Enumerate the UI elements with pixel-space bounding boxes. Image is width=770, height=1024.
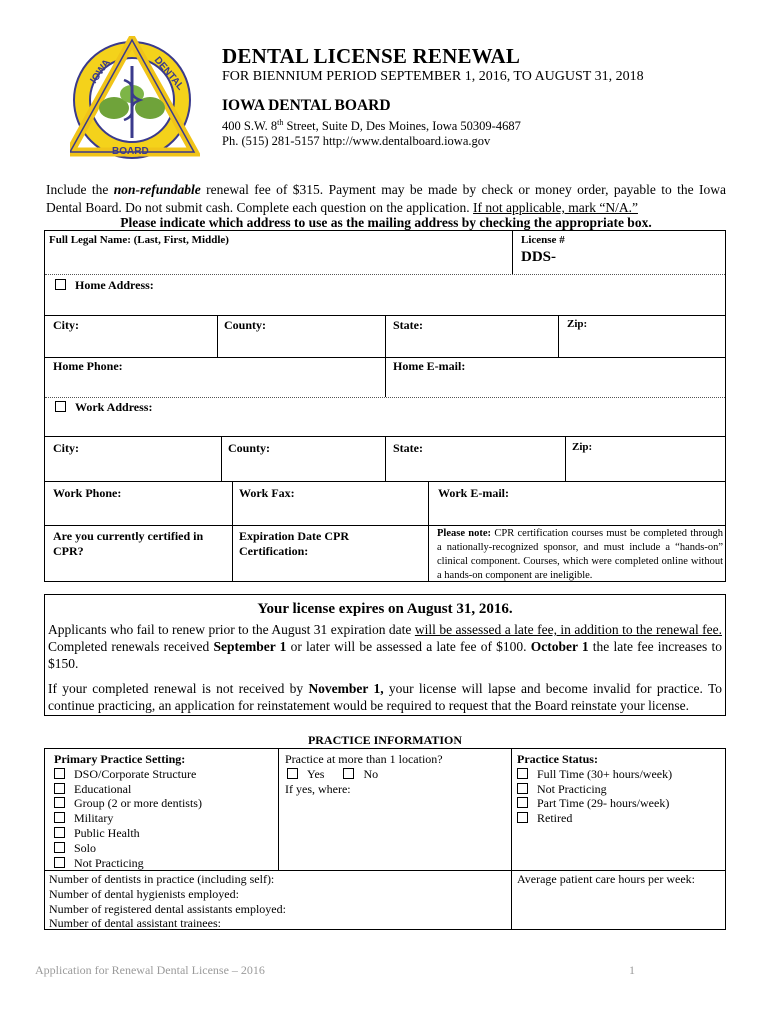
practice-status-label: Practice Status: [517, 752, 598, 766]
intro-paragraph [46, 181, 726, 217]
lapse-text-2: your license will lapse and become invalid for practice. To continue practicing, an application for reinstatement would be required to request that the Board reinstate your license. [48, 681, 723, 713]
staff-counts-column [49, 872, 286, 931]
home-email-label: Home E-mail: [393, 359, 466, 373]
cpr-question-line1: Are you currently certified in [53, 529, 204, 543]
board-address [222, 118, 521, 134]
work-address-label: Work Address: [75, 400, 153, 414]
status-option-part-time[interactable] [517, 796, 672, 811]
practice-info-table [44, 748, 726, 930]
status-option-full-time[interactable] [517, 767, 672, 782]
practice-setting-column [54, 752, 202, 870]
setting-option-dso[interactable] [54, 767, 202, 782]
cpr-expiration-label [239, 529, 349, 559]
setting-option-public-health[interactable] [54, 826, 202, 841]
home-address-label: Home Address: [75, 278, 154, 292]
late-fee-paragraph [48, 621, 722, 672]
no-checkbox[interactable] [343, 768, 354, 779]
home-city-label: City: [53, 318, 79, 332]
setting-label: Military [74, 811, 114, 826]
work-state-label: State: [393, 441, 423, 455]
patient-hours-label: Average patient care hours per week: [517, 872, 696, 886]
lapse-nov: November 1, [308, 681, 384, 696]
status-option-retired[interactable] [517, 811, 672, 826]
form-title: DENTAL LICENSE RENEWAL [222, 44, 521, 68]
intro-text-2: renewal fee of $315. Payment may be made by check or money order, payable to the Iowa Dental Board. Do not submit cash. Complete each question on the application. [46, 182, 726, 215]
divider [511, 749, 512, 929]
checkbox[interactable] [517, 797, 528, 808]
setting-option-not-practicing[interactable] [54, 856, 202, 871]
setting-label: Educational [74, 781, 132, 796]
setting-label: Public Health [74, 825, 140, 840]
multi-location-options [285, 767, 443, 782]
divider [565, 436, 566, 481]
status-label: Retired [537, 811, 573, 826]
cpr-question [53, 529, 203, 559]
late-fee-sept: September 1 [213, 639, 287, 654]
divider [558, 315, 559, 357]
divider [512, 231, 513, 274]
setting-option-group[interactable] [54, 796, 202, 811]
practice-setting-label: Primary Practice Setting: [54, 752, 186, 766]
page-number: 1 [629, 963, 635, 977]
address-post: Street, Suite D, Des Moines, Iowa 50309-4687 [283, 119, 521, 134]
patient-hours-column [517, 872, 695, 887]
work-fax-label: Work Fax: [239, 486, 295, 500]
cpr-expiration-line2: Certification: [239, 544, 309, 558]
intro-non-refundable: non-refundable [113, 182, 201, 197]
checkbox[interactable] [517, 783, 528, 794]
checkbox[interactable] [54, 768, 65, 779]
dentists-count-label: Number of dentists in practice (including self): [49, 872, 275, 886]
applicant-info-table [44, 230, 726, 582]
footer-form-name: Application for Renewal Dental License – 2016 [35, 963, 265, 977]
hygienists-count-label: Number of dental hygienists employed: [49, 886, 239, 901]
home-county-label: County: [224, 318, 267, 332]
board-contact: Ph. (515) 281-5157 http://www.dentalboard.iowa.gov [222, 134, 491, 148]
cpr-note-bold: Please note: [437, 528, 492, 539]
board-name: IOWA DENTAL BOARD [222, 97, 391, 114]
work-phone-label: Work Phone: [53, 486, 122, 500]
divider [45, 525, 725, 526]
checkbox[interactable] [54, 842, 65, 853]
full-name-label: Full Legal Name: (Last, First, Middle) [49, 234, 229, 246]
iowa-dental-board-logo [70, 36, 200, 164]
checkbox[interactable] [54, 812, 65, 823]
divider [45, 397, 725, 398]
license-prefix: DDS- [521, 249, 557, 265]
checkbox[interactable] [54, 857, 65, 868]
late-fee-text-4: the late fee increases to $150. [48, 639, 722, 671]
lapse-paragraph [48, 680, 722, 714]
divider [385, 436, 386, 481]
work-email-label: Work E-mail: [438, 486, 509, 500]
intro-na-instruction: If not applicable, mark “N/A.” [473, 200, 638, 215]
home-state-label: State: [393, 318, 423, 332]
setting-label: DSO/Corporate Structure [74, 766, 197, 781]
home-address-checkbox[interactable] [55, 279, 66, 290]
setting-label: Group (2 or more dentists) [74, 796, 202, 811]
home-phone-label: Home Phone: [53, 359, 123, 373]
expiry-notice [44, 594, 726, 716]
checkbox[interactable] [517, 812, 528, 823]
status-label: Not Practicing [537, 781, 607, 796]
late-fee-text-3: or later will be assessed a late fee of $100. [286, 639, 531, 654]
practice-status-column [517, 752, 672, 826]
work-county-label: County: [228, 441, 271, 455]
home-zip-label: Zip: [567, 318, 588, 330]
logo-text-board: BOARD [112, 146, 149, 157]
yes-checkbox[interactable] [287, 768, 298, 779]
divider [45, 274, 725, 275]
yes-label: Yes [307, 766, 325, 781]
setting-option-solo[interactable] [54, 841, 202, 856]
checkbox[interactable] [54, 797, 65, 808]
logo-text-dental: DENTAL [151, 54, 186, 93]
divider [232, 481, 233, 582]
no-label: No [363, 766, 379, 781]
form-subtitle: FOR BIENNIUM PERIOD SEPTEMBER 1, 2016, TO AUGUST 31, 2018 [222, 69, 644, 84]
license-label: License # [521, 234, 565, 246]
mailing-instruction: Please indicate which address to use as the mailing address by checking the appropriate box. [120, 215, 652, 230]
cpr-question-line2: CPR? [53, 544, 84, 558]
divider [221, 436, 222, 481]
intro-text-1: Include the [46, 182, 114, 197]
home-address-option[interactable] [55, 278, 154, 293]
practice-info-heading: PRACTICE INFORMATION [307, 733, 463, 747]
multi-location-column [285, 752, 443, 796]
late-fee-text-2: Completed renewals received [48, 639, 214, 654]
divider [278, 749, 279, 870]
divider [217, 315, 218, 357]
late-fee-text-1: Applicants who fail to renew prior to the August 31 expiration date [48, 622, 415, 637]
address-pre: 400 S.W. 8 [222, 119, 278, 134]
status-label: Full Time (30+ hours/week) [537, 766, 673, 781]
checkbox[interactable] [54, 783, 65, 794]
setting-option-educational[interactable] [54, 782, 202, 797]
divider [45, 481, 725, 482]
address-sup: th [277, 118, 284, 127]
expiry-title: Your license expires on August 31, 2016. [257, 601, 513, 617]
late-fee-underlined: will be assessed a late fee, in addition to the renewal fee. [414, 622, 722, 637]
work-address-checkbox[interactable] [55, 401, 66, 412]
checkbox[interactable] [54, 827, 65, 838]
status-label: Part Time (29- hours/week) [537, 796, 670, 811]
cpr-expiration-line1: Expiration Date CPR [239, 529, 349, 543]
divider [428, 481, 429, 582]
work-address-option[interactable] [55, 400, 152, 415]
cpr-note-text: CPR certification courses must be completed through a nationally-recognized sponsor, and must include a “hands-on” clinical component. Courses, which were completed online without a hands-on component are ineligible. [437, 528, 723, 581]
status-option-not-practicing[interactable] [517, 782, 672, 797]
lapse-text-1: If your completed renewal is not received by [48, 681, 309, 696]
setting-label: Solo [74, 840, 97, 855]
work-zip-label: Zip: [572, 441, 593, 453]
late-fee-oct: October 1 [530, 639, 589, 654]
multi-location-label: Practice at more than 1 location? [285, 752, 443, 766]
registered-assistants-count-label: Number of registered dental assistants employed: [49, 901, 286, 916]
divider [385, 315, 386, 397]
work-city-label: City: [53, 441, 79, 455]
checkbox[interactable] [517, 768, 528, 779]
logo-text-iowa: IOWA [88, 57, 113, 86]
setting-option-military[interactable] [54, 811, 202, 826]
if-yes-label: If yes, where: [285, 781, 351, 796]
trainees-count-label: Number of dental assistant trainees: [49, 916, 221, 931]
cpr-note [437, 527, 723, 583]
setting-label: Not Practicing [74, 855, 144, 870]
